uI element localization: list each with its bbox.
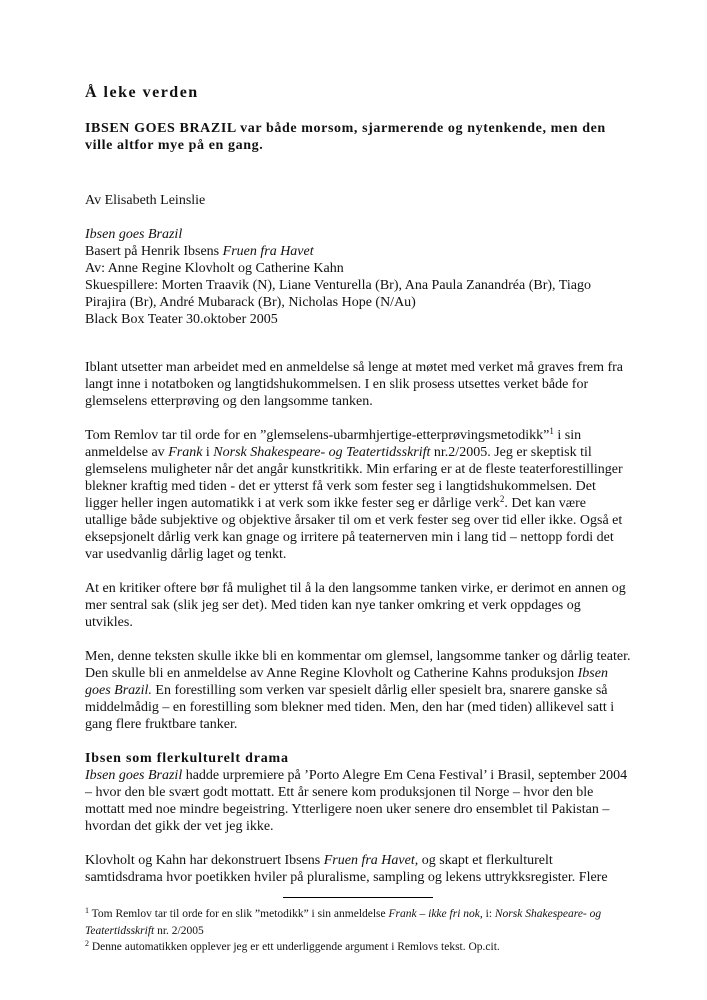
footnote-1: $^1$ Tom Remlov tar til orde for en slik ”metodikk” i sin anmeldelse Frank – ikke fri nok, i: Norsk Shakespeare- og Teatertidsskrift nr. 2/2005 [85, 906, 602, 937]
credit-line-cast: Skuespillere: Morten Traavik (N), Liane Venturella (Br), Ana Paula Zanandréa (Br), Tiago Pirajira (Br), André Mubarack (Br), Nicholas Hope (N/Au) [85, 278, 591, 310]
credit-line-based-on: Basert på Henrik Ibsens Fruen fra Havet [85, 244, 314, 259]
credit-line-venue-date: Black Box Teater 30.oktober 2005 [85, 312, 278, 327]
body-paragraph-3: At en kritiker oftere bør få mulighet til å la den langsomme tanken virke, er derimot en annen og mer sentral sak (slik jeg ser det). Med tiden kan nye tanker omkring et verk oppdages og utvikles. [85, 581, 626, 630]
credit-line-production-title: Ibsen goes Brazil [85, 227, 183, 242]
body-paragraph-6: Klovholt og Kahn har dekonstruert Ibsens Fruen fra Havet, og skapt et flerkulturelt samtidsdrama hvor poetikken hviler på pluralisme, sampling og lekens uttrykksregister. Flere [85, 853, 608, 885]
body-paragraph-4: Men, denne teksten skulle ikke bli en kommentar om glemsel, langsomme tanker og dårlig teater. Den skulle bli en anmeldelse av Anne Regine Klovholt og Catherine Kahns produksjon Ibsen goes Brazil. En forestilling som verken var spesielt dårlig eller spesielt bra, snarere ganske så middelmådig – en forestilling som blekner med tiden. Men, den har (med tiden) allikevel satt i gang flere fruktbare tanker. [85, 649, 631, 732]
section-heading: Ibsen som flerkulturelt drama [85, 751, 289, 766]
body-paragraph-1: Iblant utsetter man arbeidet med en anmeldelse så lenge at møtet med verket må graves frem fra langt inne i notatboken og langtidshukommelsen. I en slik prosess utsettes verket både for glemselens etterprøving og den langsomme tanken. [85, 360, 623, 409]
document-title: Å leke verden [85, 84, 199, 101]
footnote-2: $^2$ Denne automatikken opplever jeg er ett underliggende argument i Remlovs tekst. Op.cit. [85, 939, 500, 953]
footnotes-block [85, 906, 631, 956]
footnote-separator [283, 897, 433, 898]
lead-paragraph: IBSEN GOES BRAZIL var både morsom, sjarmerende og nytenkende, men den ville altfor mye på en gang. [85, 121, 606, 153]
credits-block [85, 226, 631, 328]
byline: Av Elisabeth Leinslie [85, 193, 206, 208]
body-paragraph-2: Tom Remlov tar til orde for en ”glemselens-ubarmhjertige-etterprøvingsmetodikk”$^1$ i sin anmeldelse av Frank i Norsk Shakespeare- og Teatertidsskrift nr.2/2005. Jeg er skeptisk til glemselens muligheter når det angår kunstkritikk. Min erfaring er at de fleste teaterforestillinger blekner kraftig med tiden - det er ytterst få verk som fester seg i langtidshukommelsen. Det ligger heller ingen automatikk i at verk som ikke fester seg er dårlige verk$^2$. Det kan være utallige både subjektive og objektive årsaker til om et verk fester seg over tid eller ikke. Også et eksepsjonelt dårlig verk kan gnage og irritere på teaternerven min i lang tid – nettopp fordi det var usedvanlig dårlig laget og tenkt. [85, 426, 623, 562]
body-paragraph-5: Ibsen goes Brazil hadde urpremiere på ’Porto Alegre Em Cena Festival’ i Brasil, september 2004 – hvor den ble svært godt mottatt. Ett år senere kom produksjonen til Norge – hvor den ble mottatt med noe mindre begeistring. Ytterligere noen uker senere dro ensemblet til Pakistan – hvordan det gikk der vet jeg ikke. [85, 768, 628, 834]
credit-line-authors: Av: Anne Regine Klovholt og Catherine Kahn [85, 261, 344, 276]
